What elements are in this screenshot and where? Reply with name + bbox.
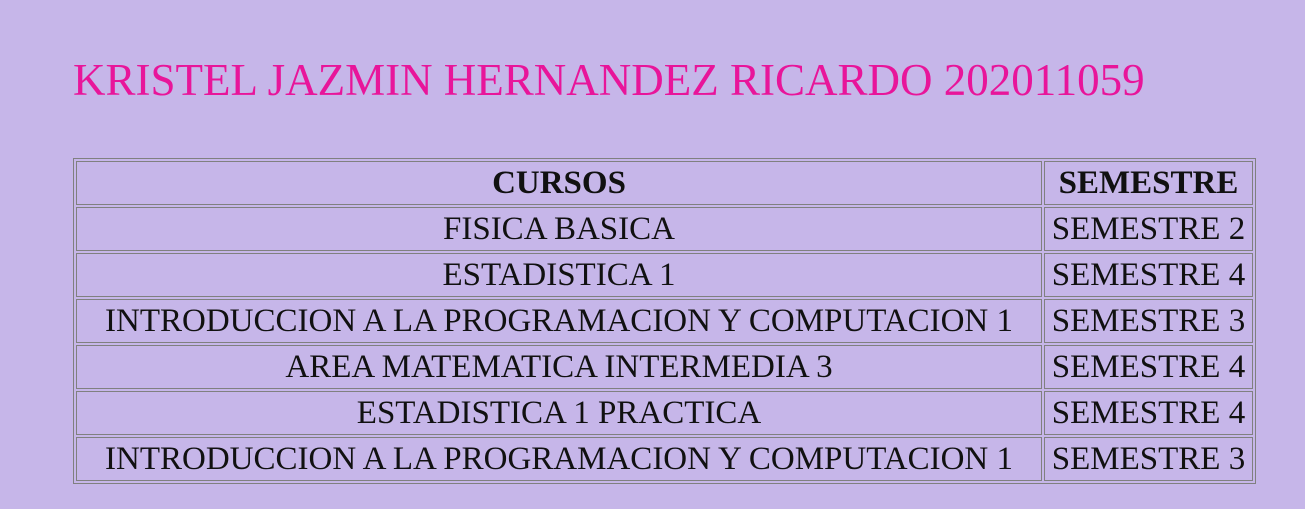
semester-cell: SEMESTRE 4 — [1044, 345, 1253, 389]
table-row — [76, 253, 1253, 297]
column-header-semester: SEMESTRE — [1044, 161, 1253, 205]
table-row — [76, 207, 1253, 251]
table-header-row — [76, 161, 1253, 205]
course-cell: ESTADISTICA 1 — [76, 253, 1042, 297]
table-row — [76, 345, 1253, 389]
semester-cell: SEMESTRE 3 — [1044, 437, 1253, 481]
table-row — [76, 391, 1253, 435]
course-cell: INTRODUCCION A LA PROGRAMACION Y COMPUTACION 1 — [76, 299, 1042, 343]
semester-cell: SEMESTRE 2 — [1044, 207, 1253, 251]
course-cell: AREA MATEMATICA INTERMEDIA 3 — [76, 345, 1042, 389]
column-header-courses: CURSOS — [76, 161, 1042, 205]
course-cell: INTRODUCCION A LA PROGRAMACION Y COMPUTACION 1 — [76, 437, 1042, 481]
page-title: KRISTEL JAZMIN HERNANDEZ RICARDO 202011059 — [73, 55, 1145, 105]
table-row — [76, 437, 1253, 481]
course-cell: ESTADISTICA 1 PRACTICA — [76, 391, 1042, 435]
semester-cell: SEMESTRE 4 — [1044, 391, 1253, 435]
table-row — [76, 299, 1253, 343]
semester-cell: SEMESTRE 4 — [1044, 253, 1253, 297]
courses-table — [73, 158, 1256, 484]
course-cell: FISICA BASICA — [76, 207, 1042, 251]
semester-cell: SEMESTRE 3 — [1044, 299, 1253, 343]
